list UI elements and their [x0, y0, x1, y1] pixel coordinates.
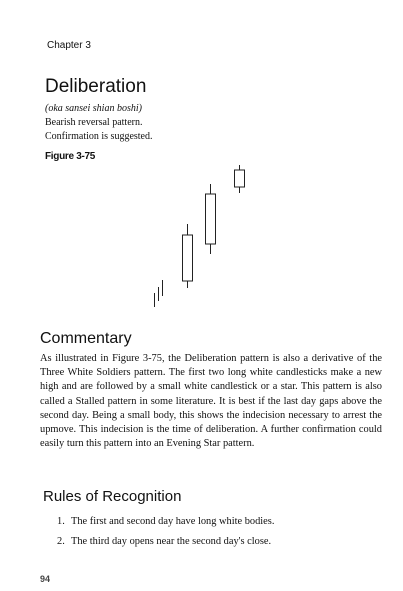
commentary-body: As illustrated in Figure 3-75, the Deliberation pattern is also a derivative of the Three White Soldiers pattern. The first two long white candlesticks make a new high and are followed by a small white candlestick or a star. This pattern is also called a Stalled pattern in some literature. It is best if the last day gaps above the second day. Being a small body, this shows the indecision necessary to arrest the upmove. This indecision is the time of deliberation. A further confirmation could easily turn this pattern into an Evening Star pattern. [40, 353, 382, 450]
pattern-title: Deliberation [45, 76, 147, 97]
rule-number: 1. [57, 516, 65, 527]
rule-item [57, 536, 271, 547]
rules-heading: Rules of Recognition [43, 488, 182, 505]
pattern-description-line: Confirmation is suggested. [45, 131, 153, 142]
candlestick-day-2 [206, 184, 216, 254]
rule-text: The first and second day have long white bodies. [71, 516, 275, 527]
candlestick-day-1 [183, 224, 193, 288]
pattern-aka: (oka sansei shian boshi) [45, 103, 142, 114]
pattern-description-line: Bearish reversal pattern. [45, 117, 143, 128]
commentary-heading: Commentary [40, 330, 132, 347]
page-number: 94 [40, 574, 51, 584]
candlestick-figure [140, 160, 260, 320]
chapter-label: Chapter 3 [47, 40, 91, 51]
rule-number: 2. [57, 536, 65, 547]
rule-item [57, 516, 274, 527]
candlestick-day-3 [235, 165, 245, 193]
figure-label: Figure 3-75 [45, 151, 96, 162]
rule-text: The third day opens near the second day's close. [71, 536, 272, 547]
